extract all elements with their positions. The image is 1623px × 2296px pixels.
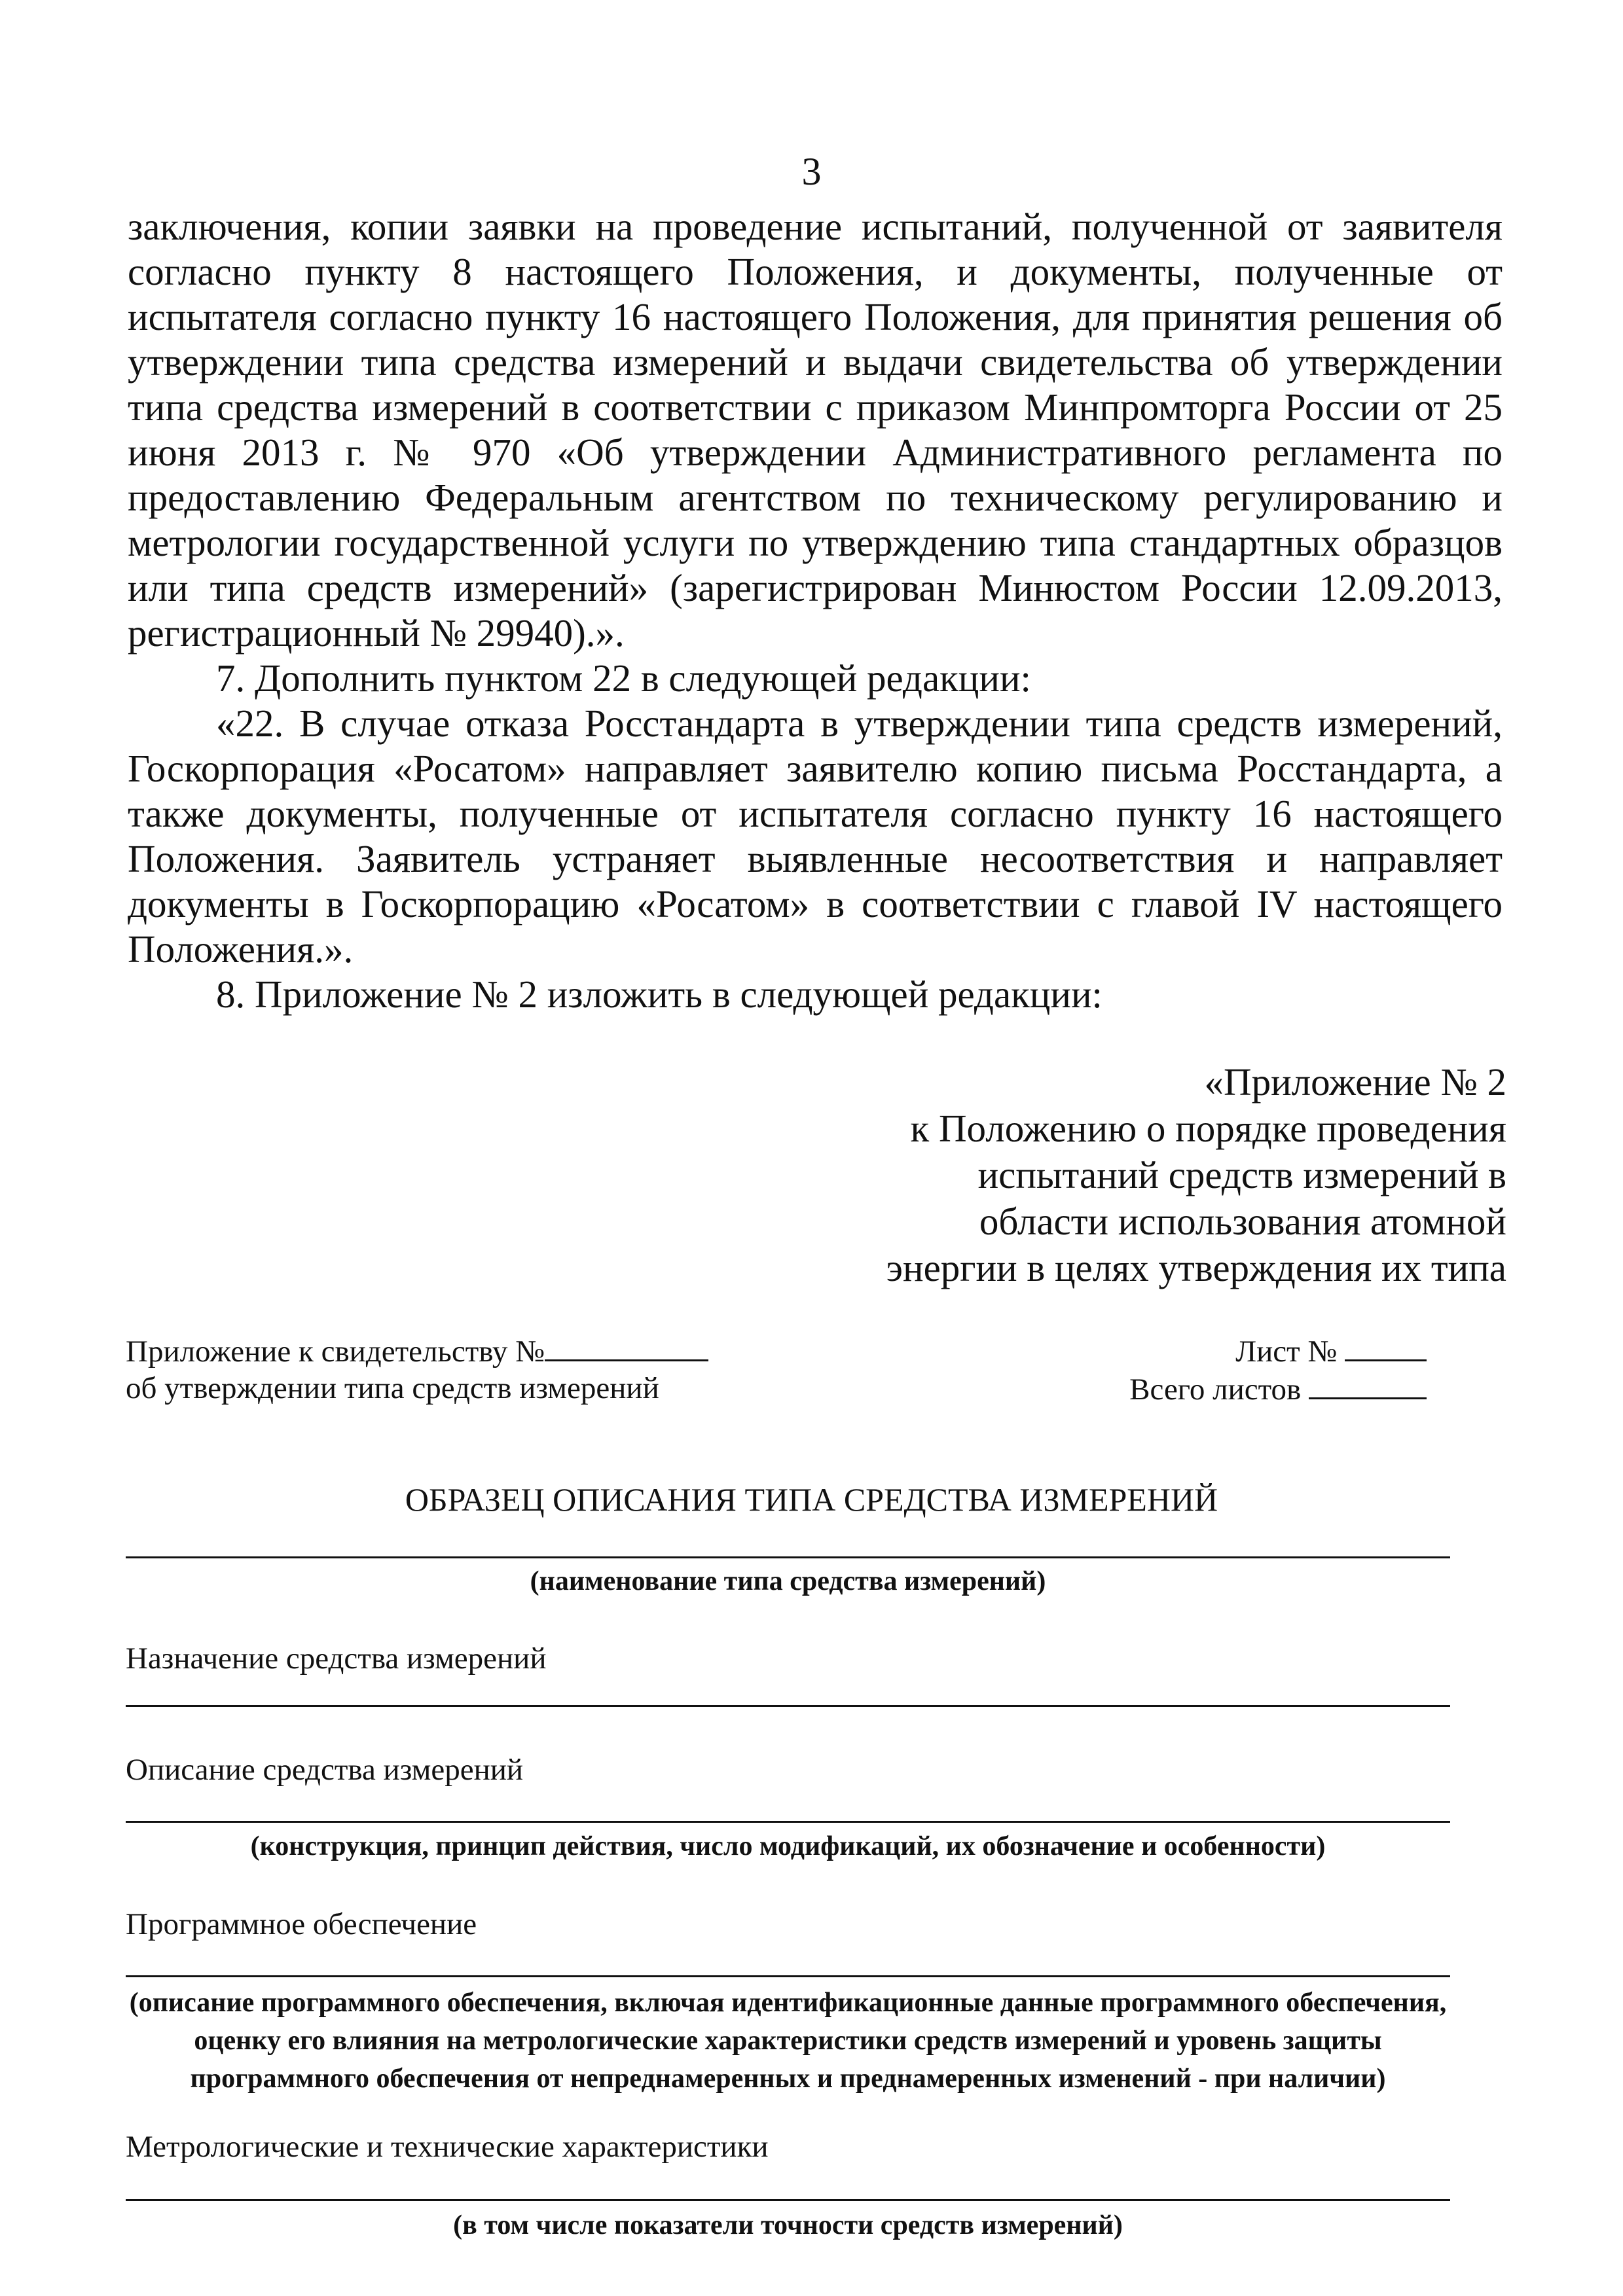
software-label: Программное обеспечение xyxy=(126,1907,477,1941)
type-name-line[interactable] xyxy=(126,1556,1450,1558)
annex-line-3: испытаний средств измерений в xyxy=(977,1153,1506,1196)
purpose-line[interactable] xyxy=(126,1705,1450,1707)
description-label: Описание средства измерений xyxy=(126,1753,524,1787)
item-7: 7. Дополнить пунктом 22 в следующей редакции: xyxy=(216,656,1031,700)
item-22: «22. В случае отказа Росстандарта в утверждении типа средств измерений, Госкорпорация «Росатом» направляет заявителю копию письма Росстандарта, а также документы, полученные от испытателя согласно пункту 16 настоящего Положения. Заявитель устраняет выявленные несоответствия и направляет документы в Госкорпорацию «Росатом» в соответствии с главой IV настоящего Положения.». xyxy=(128,702,1503,971)
paragraph-continuation: заключения, копии заявки на проведение испытаний, полученной от заявителя согласно пункту 8 настоящего Положения, и документы, полученные от испытателя согласно пункту 16 настоящего Положения, для принятия решения об утверждении типа средства измерений и выдачи свидетельства об утверждении типа средства измерений в соответствии с приказом Минпромторга России от 25 июня 2013 г. № 970 «Об утверждении Административного регламента по предоставлению Федеральным агентством по техническому регулированию и метрологии государственной услуги по утверждению типа стандартных образцов или типа средств измерений» (зарегистрирован Минюстом России 12.09.2013, регистрационный № 29940).». xyxy=(128,205,1503,655)
metrology-line[interactable] xyxy=(126,2199,1450,2201)
sheet-no-label: Лист № xyxy=(1235,1335,1338,1369)
item-8: 8. Приложение № 2 изложить в следующей редакции: xyxy=(216,973,1103,1016)
annex-header xyxy=(886,1059,1506,1291)
caption-software-2: оценку его влияния на метрологические характеристики средств измерений и уровень защиты xyxy=(194,2026,1382,2056)
caption-type-name: (наименование типа средства измерений) xyxy=(530,1566,1046,1596)
description-line[interactable] xyxy=(126,1821,1450,1823)
metrology-label: Метрологические и технические характеристики xyxy=(126,2130,769,2164)
sheet-no-field[interactable] xyxy=(1345,1332,1427,1361)
software-line[interactable] xyxy=(126,1975,1450,1977)
caption-software-3: программного обеспечения от непреднамеренных и преднамеренных изменений - при наличии) xyxy=(190,2064,1386,2094)
certificate-reference xyxy=(126,1332,708,1407)
certificate-annex-label: Приложение к свидетельству № xyxy=(126,1335,545,1369)
annex-line-5: энергии в целях утверждения их типа xyxy=(886,1246,1506,1289)
caption-software-1: (описание программного обеспечения, включая идентификационные данные программного обеспечения, xyxy=(129,1988,1447,2018)
total-sheets-field[interactable] xyxy=(1309,1370,1427,1399)
sample-title: ОБРАЗЕЦ ОПИСАНИЯ ТИПА СРЕДСТВА ИЗМЕРЕНИЙ xyxy=(405,1481,1218,1518)
annex-line-1: «Приложение № 2 xyxy=(1204,1060,1506,1103)
caption-accuracy: (в том числе показатели точности средств измерений) xyxy=(453,2210,1123,2240)
annex-line-2: к Положению о порядке проведения xyxy=(910,1107,1506,1150)
page-number: 3 xyxy=(801,150,822,193)
sheet-info xyxy=(1129,1332,1427,1408)
type-approval-label: об утверждении типа средств измерений xyxy=(126,1371,659,1405)
caption-construction: (конструкция, принцип действия, число модификаций, их обозначение и особенности) xyxy=(250,1831,1326,1861)
certificate-number-field[interactable] xyxy=(545,1332,708,1361)
purpose-label: Назначение средства измерений xyxy=(126,1641,547,1676)
main-text xyxy=(128,204,1503,1017)
total-sheets-label: Всего листов xyxy=(1129,1372,1302,1407)
annex-line-4: области использования атомной xyxy=(979,1200,1506,1243)
